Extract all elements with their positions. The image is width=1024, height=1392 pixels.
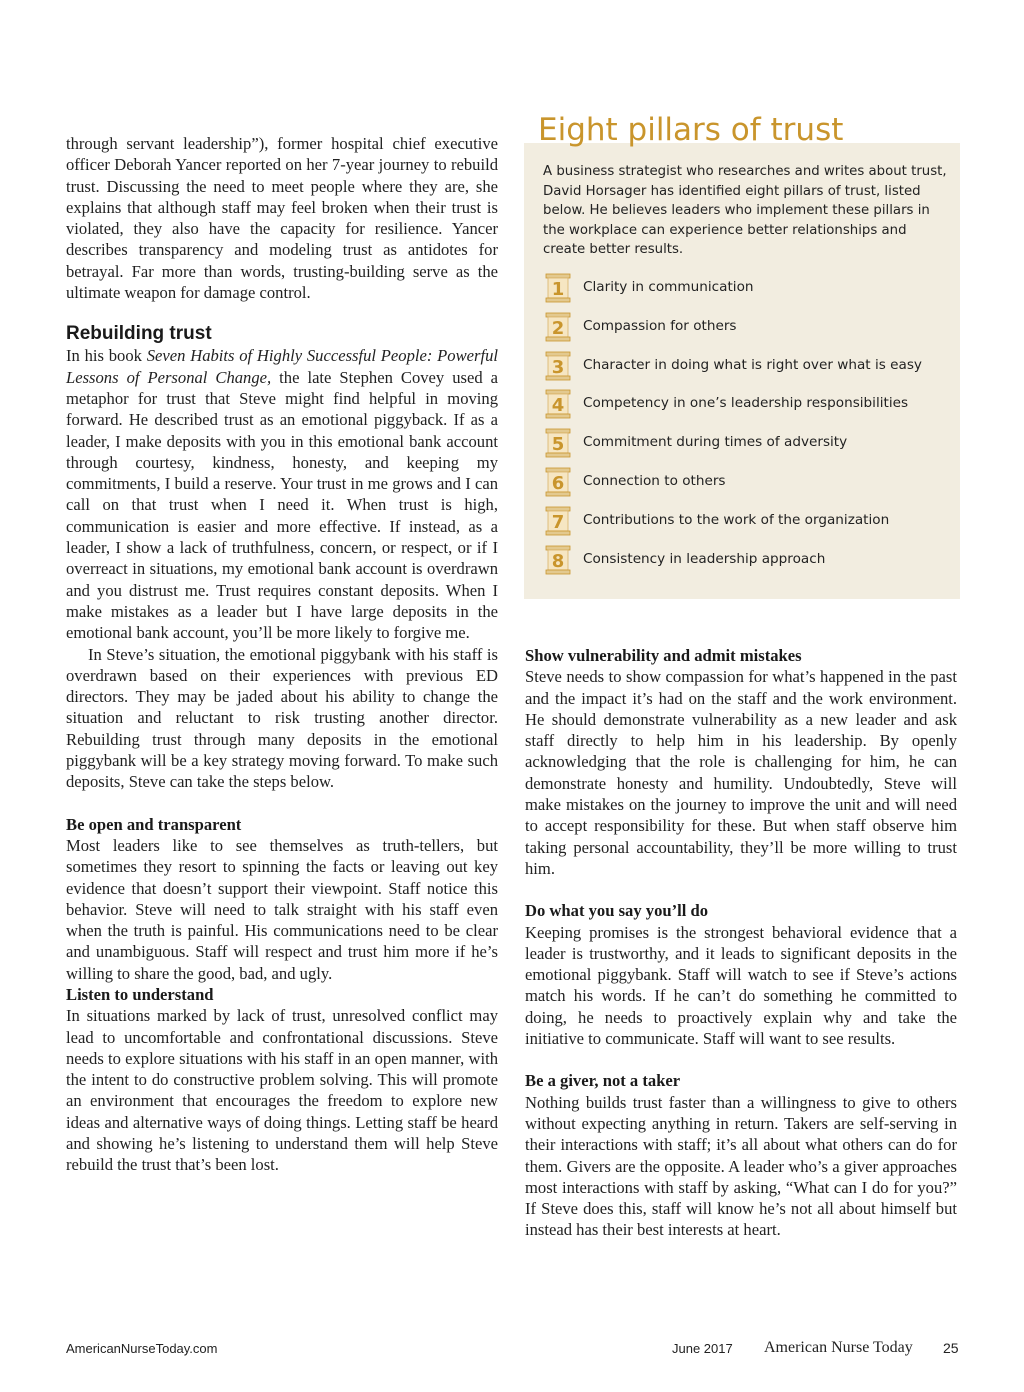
pillar-text: Connection to others: [583, 473, 726, 489]
pillar-item: [545, 310, 945, 346]
pillar-number-icon: [545, 351, 571, 381]
right-column: [525, 645, 957, 1241]
open-transparent-text: Most leaders like to see themselves as truth-tellers, but sometimes they resort to spinning the facts or leaving out key evidence that doesn’t support their viewpoint. Staff notice this behavior. Steve will need to talk straight with his staff even when the truth is painful. His communications need to be clear and unambiguous. Staff will respect and trust him more if he’s willing to share the good, bad, and ugly.: [66, 835, 498, 983]
pillar-number-icon: [545, 312, 571, 342]
do-what-you-say-heading: Do what you say you’ll do: [525, 901, 709, 921]
pillar-text: Clarity in communication: [583, 279, 754, 295]
pillar-text: Competency in one’s leadership responsibilities: [583, 395, 909, 412]
pillar-text: Character in doing what is right over what is easy: [583, 356, 922, 373]
book-title: Seven Habits of Highly Successful People: Powerful Lessons of Personal Change,: [66, 346, 499, 387]
pillar-item: [545, 465, 945, 501]
covey-paragraph: [66, 345, 498, 643]
open-transparent-heading: Be open and transparent: [66, 814, 242, 834]
pillar-number-icon: [545, 545, 571, 575]
giver-heading: Be a giver, not a taker: [525, 1071, 681, 1091]
pillar-number-icon: [545, 273, 571, 303]
footer-page-number: 25: [943, 1340, 959, 1356]
sidebar-intro: A business strategist who researches and writes about trust, David Horsager has identified eight pillars of trust, listed below. He believes leaders who implement these pillars in the workplace can experience better relationships and create better results.: [543, 164, 947, 257]
rebuilding-trust-heading: Rebuilding trust: [66, 323, 212, 345]
pillar-number-icon: [545, 506, 571, 536]
left-column: [66, 133, 498, 1176]
giver-text: Nothing builds trust faster than a willingness to give to others without expecting anything in return. Takers are self-serving in their interactions with staff; it’s all about what others can do for them. Givers are the opposite. A leader who’s a giver approaches most interactions with staff by asking, “What can I do for you?” If Steve does this, staff will know he’s not all about himself but instead has their best interests at heart.: [525, 1092, 957, 1240]
svg-text:4: 4: [551, 395, 565, 417]
svg-text:6: 6: [551, 473, 565, 494]
svg-text:2: 2: [551, 317, 565, 339]
pillar-number-icon: [545, 467, 571, 497]
pillar-item: [545, 271, 945, 307]
pillar-text: Compassion for others: [583, 317, 737, 334]
covey-text-rest: the late Stephen Covey used a metaphor for trust that Steve might find helpful in moving forward. He described trust as an emotional piggyback. If as a leader, I make deposits with you in this emotional bank account through courtesy, kindness, honesty, and keeping my commitments, I build a reserve. Your trust in me grows and I can call on that trust when I need it. When trust is high, communication is easier and more effective. If instead, as a leader, I show a lack of truthfulness, concern, or respect, or if I overreact in situations, my emotional bank account is overdrawn and you distrust me. Trust requires constant deposits. When I make mistakes as a leader but I have large deposits in the emotional bank account, you’ll be more likely to forgive me.: [66, 367, 498, 643]
vulnerability-text: Steve needs to show compassion for what’s happened in the past and the impact it’s had on the staff and the work environment. He should demonstrate vulnerability as a new leader and ask staff directly to help him in his leadership. By openly acknowledging that the role is challenging for him, he can demonstrate honesty and humility. Undoubtedly, Steve will make mistakes on the journey to improve the unit and will need to accept responsibility for these. But when staff observe him taking personal accountability, they’ll be more willing to trust him.: [525, 667, 957, 878]
svg-text:8: 8: [551, 550, 565, 572]
pillar-item: [545, 387, 945, 423]
svg-text:7: 7: [551, 511, 565, 533]
pillar-text: Commitment during times of adversity: [583, 434, 848, 451]
pillar-item: [545, 426, 945, 462]
do-what-you-say-text: Keeping promises is the strongest behavioral evidence that a leader is trustworthy, and it leads to significant deposits in the emotional piggybank. Staff will watch to see if Steve’s actions match his words. If he can’t do something he committed to doing, he needs to proactively explain why and take the initiative to communicate. Staff will want to see results.: [525, 922, 957, 1049]
pillar-item: [545, 349, 945, 385]
steve-situation-paragraph: In Steve’s situation, the emotional piggybank with his staff is overdrawn based on their experiences with previous ED directors. They may be jaded about his ability to change the situation and reluctant to risk trusting another director. Rebuilding trust through many deposits in the emotional piggybank will be a key strategy moving forward. To make such deposits, Steve can take the steps below.: [66, 644, 498, 792]
svg-text:5: 5: [551, 434, 565, 456]
footer-date: June 2017: [672, 1341, 733, 1356]
footer-journal: American Nurse Today: [764, 1339, 913, 1356]
intro-paragraph: through servant leadership”), former hospital chief executive officer Deborah Yancer reported on her 7-year journey to rebuild trust. Discussing the need to meet people where they are, she explains that although staff may feel broken when their trust is violated, they also have the capacity for resilience. Yancer describes transparency and modeling trust as antidotes for betrayal. Far more than words, trusting-building serve as the ultimate weapon for damage control.: [66, 134, 498, 303]
listen-understand-text: In situations marked by lack of trust, unresolved conflict may lead to uncomfortable and confrontational discussions. Steve needs to explore situations with his staff in an open manner, with the intent to do constructive problem solving. This will promote an environment that encourages the freedom to explore new ideas and alternative ways of doing things. Letting staff be heard and showing he’s listening to understand them will help Steve rebuild the trust that’s been lost.: [66, 1006, 498, 1175]
pillar-item: [545, 543, 945, 579]
vulnerability-heading: Show vulnerability and admit mistakes: [525, 646, 802, 665]
pillar-text: Contributions to the work of the organization: [583, 511, 890, 528]
svg-text:3: 3: [551, 356, 565, 378]
footer-website[interactable]: AmericanNurseToday.com: [66, 1341, 218, 1356]
svg-text:1: 1: [551, 279, 565, 300]
sidebar-title: Eight pillars of trust: [538, 112, 844, 148]
pillar-number-icon: [545, 389, 571, 419]
pillar-item: [545, 504, 945, 540]
pillar-number-icon: [545, 428, 571, 458]
pillar-text: Consistency in leadership approach: [583, 550, 826, 567]
covey-text-start: In his book: [66, 346, 147, 366]
listen-understand-heading: Listen to understand: [66, 984, 214, 1004]
